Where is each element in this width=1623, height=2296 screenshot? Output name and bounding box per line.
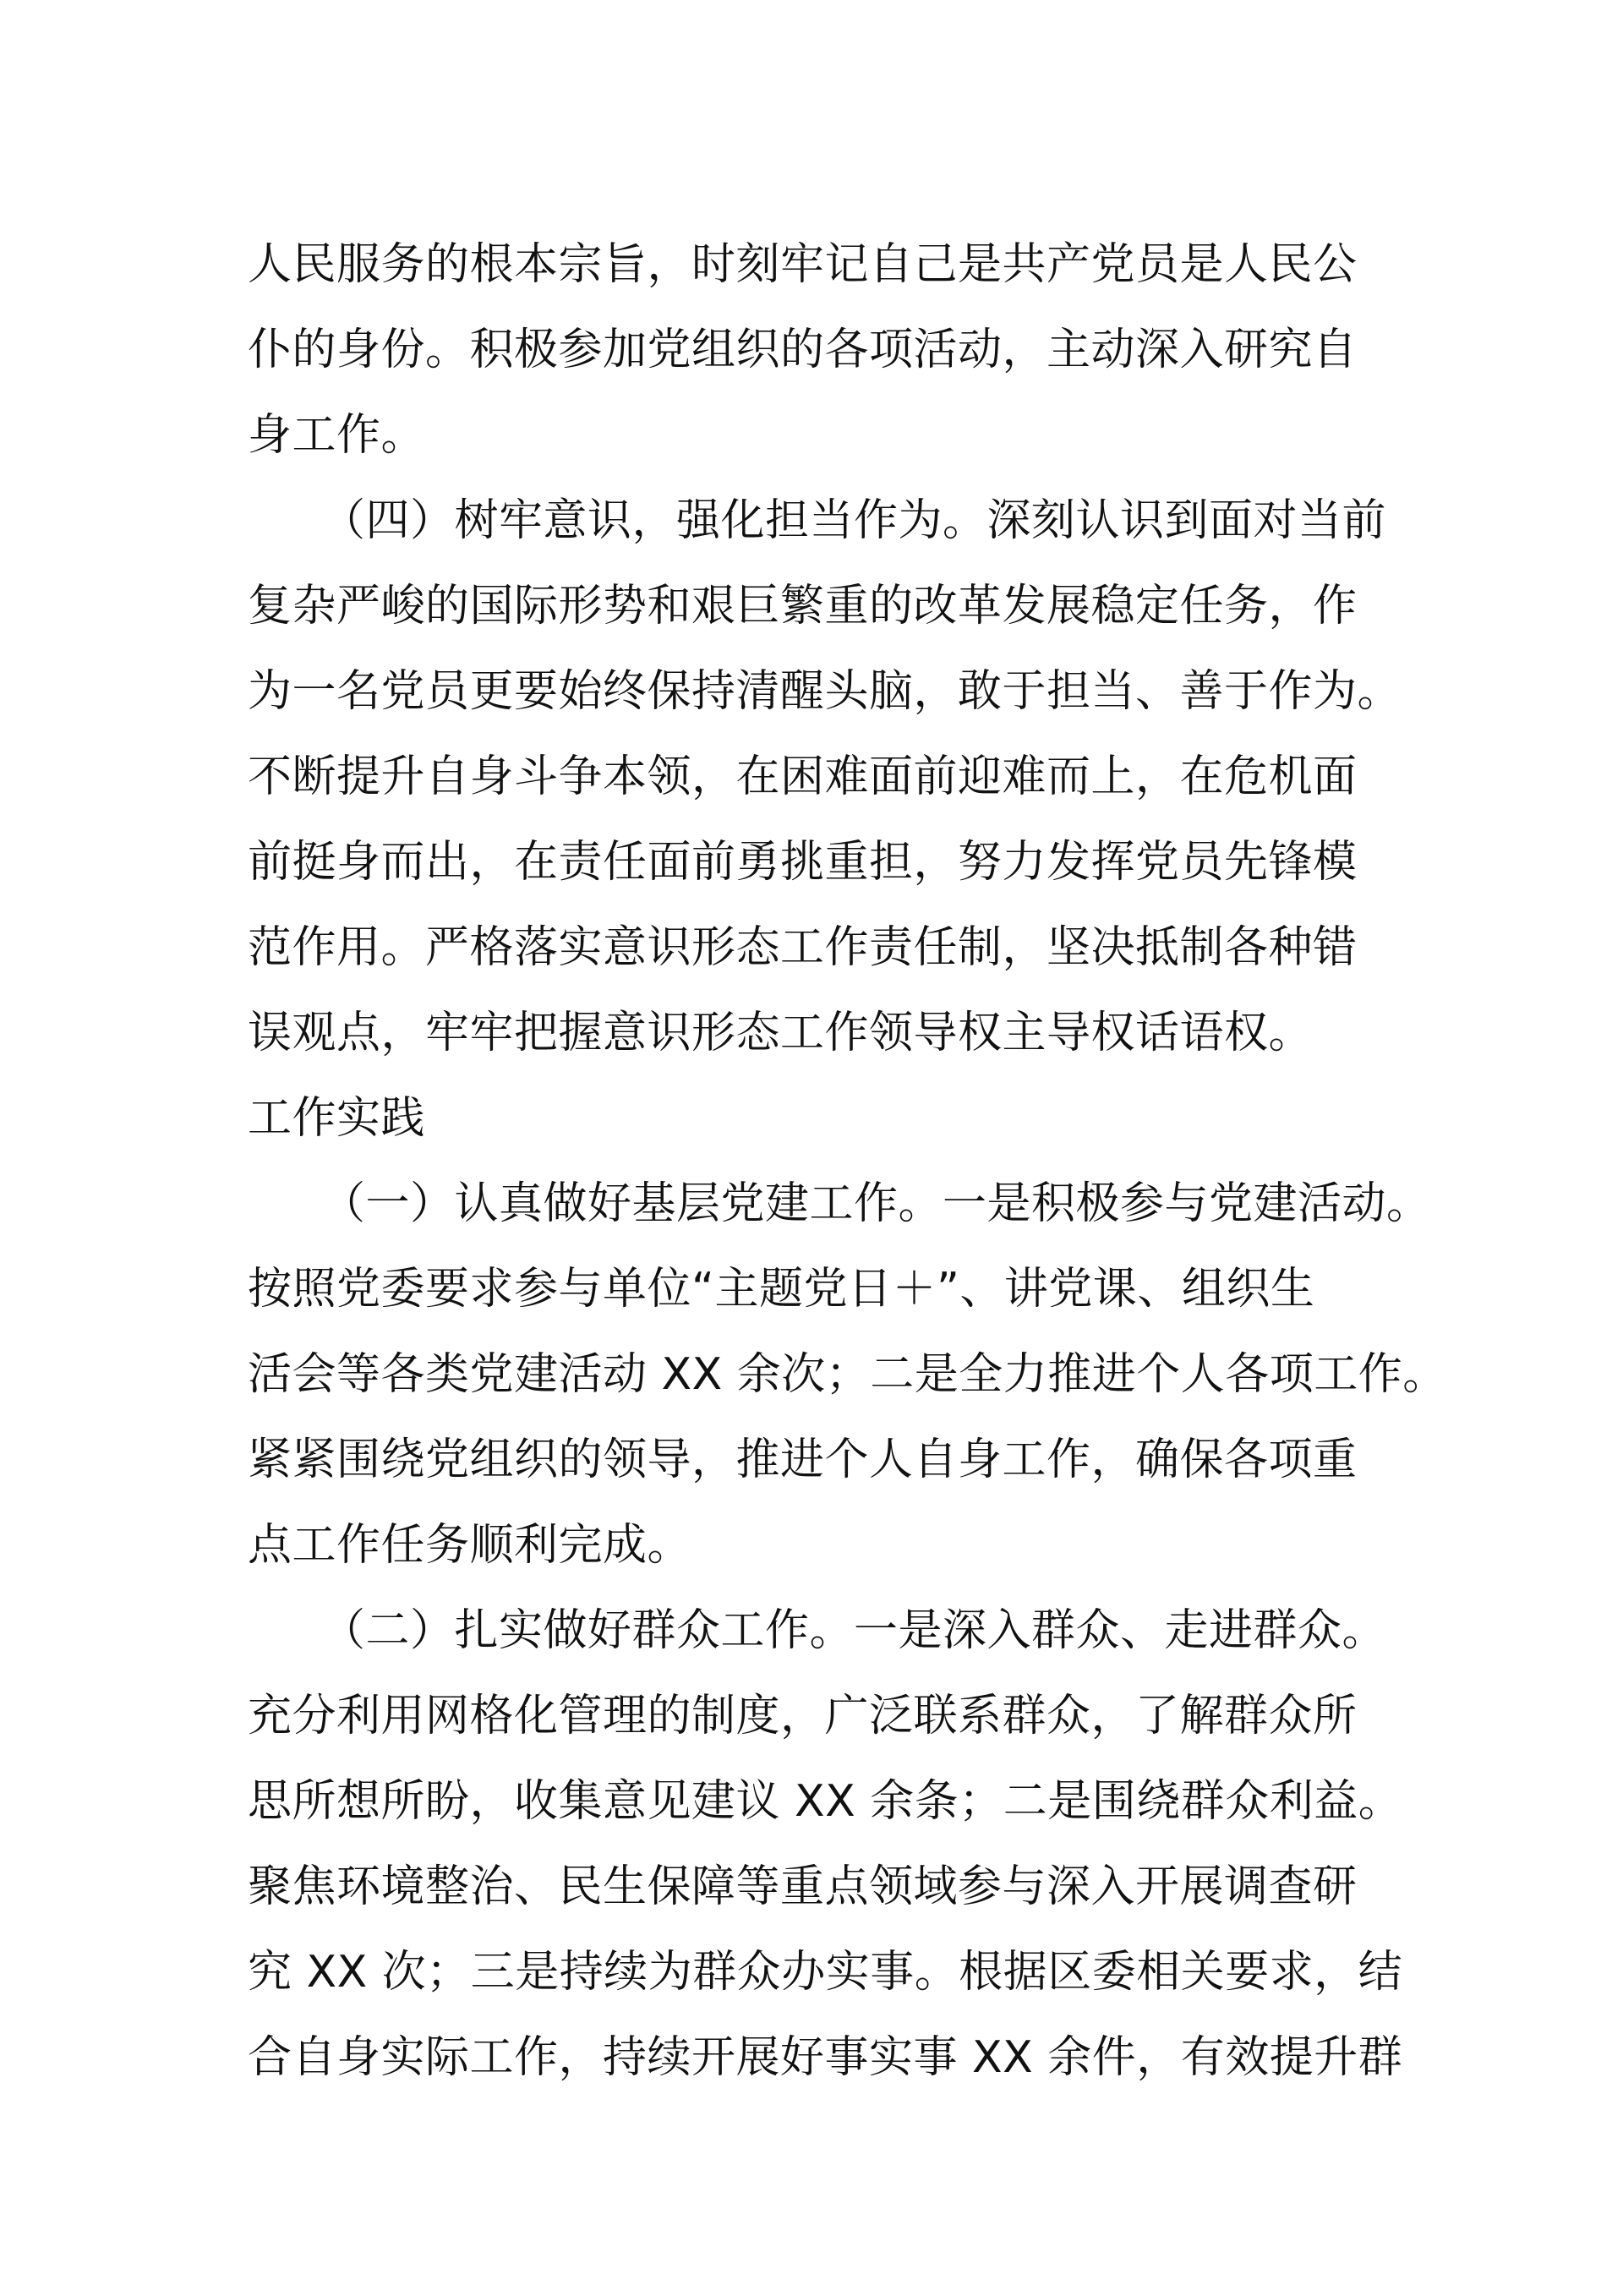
text-line: 充分利用网格化管理的制度，广泛联系群众，了解群众所	[248, 1691, 1358, 1741]
text-line: 误观点，牢牢把握意识形态工作领导权主导权话语权。	[248, 1008, 1314, 1058]
text-line: 究 XX 次；三是持续为群众办实事。根据区委相关要求，结	[248, 1947, 1403, 1998]
text-line: 不断提升自身斗争本领，在困难面前迎难而上，在危机面	[248, 752, 1358, 802]
text-line: 合自身实际工作，持续开展好事实事 XX 余件，有效提升群	[248, 2032, 1403, 2083]
text-line: 紧紧围绕党组织的领导，推进个人自身工作，确保各项重	[248, 1435, 1358, 1485]
text-line: 仆的身份。积极参加党组织的各项活动，主动深入研究自	[248, 325, 1358, 375]
text-line: 前挺身而出，在责任面前勇挑重担，努力发挥党员先锋模	[248, 837, 1358, 888]
text-line: 点工作任务顺利完成。	[248, 1520, 692, 1571]
text-line: 思所想所盼，收集意见建议 XX 余条；二是围绕群众利益。	[248, 1776, 1403, 1827]
text-line: 范作用。严格落实意识形态工作责任制，坚决抵制各种错	[248, 922, 1358, 973]
section-heading: 工作实践	[248, 1093, 426, 1144]
text-line: 为一名党员更要始终保持清醒头脑，敢于担当、善于作为。	[248, 666, 1402, 717]
text-line: 活会等各类党建活动 XX 余次；二是全力推进个人各项工作。	[248, 1349, 1447, 1400]
text-line: 人民服务的根本宗旨，时刻牢记自己是共产党员是人民公	[248, 239, 1358, 290]
paragraph-start-line: （四）树牢意识，强化担当作为。深刻认识到面对当前	[321, 495, 1387, 546]
text-line: 复杂严峻的国际形势和艰巨繁重的改革发展稳定任务，作	[248, 581, 1358, 631]
paragraph-start-line: （二）扎实做好群众工作。一是深入群众、走进群众。	[321, 1605, 1387, 1656]
text-line: 聚焦环境整治、民生保障等重点领域参与深入开展调查研	[248, 1861, 1358, 1912]
paragraph-start-line: （一）认真做好基层党建工作。一是积极参与党建活动。	[321, 1178, 1431, 1229]
text-line: 按照党委要求参与单位“主题党日＋”、讲党课、组织生	[248, 1264, 1315, 1315]
text-line: 身工作。	[248, 410, 426, 461]
